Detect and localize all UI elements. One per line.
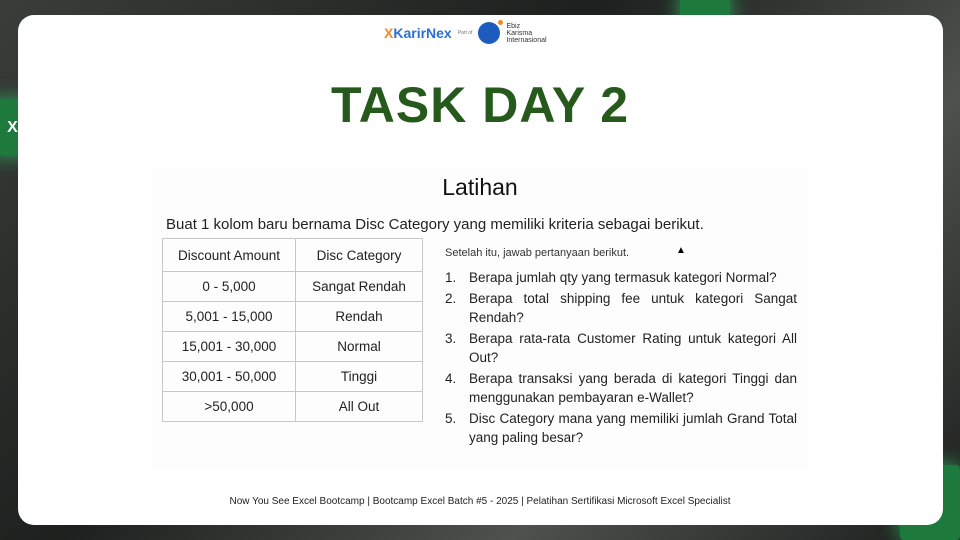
slide-heading: Latihan: [442, 174, 518, 200]
slide-intro: Buat 1 kolom baru bernama Disc Category yang memiliki kriteria sebagai berikut.: [166, 216, 704, 233]
table-header-row: [163, 239, 423, 272]
item-number: 3.: [445, 330, 457, 346]
part-of-label: Part of: [457, 30, 473, 36]
list-item: [445, 409, 797, 448]
cell: >50,000: [163, 392, 296, 422]
list-item: [445, 329, 797, 368]
criteria-table: [162, 238, 423, 422]
cell: 0 - 5,000: [163, 272, 296, 302]
mouse-cursor-icon: ▲: [676, 245, 686, 256]
karirnex-logo: XKarirNex: [384, 25, 452, 41]
item-text: Berapa rata-rata Customer Rating untuk kategori All Out?: [469, 330, 797, 365]
cell: Sangat Rendah: [296, 272, 423, 302]
cell: Tinggi: [296, 362, 423, 392]
table-row: [163, 362, 423, 392]
table-row: [163, 272, 423, 302]
list-item: [445, 268, 797, 288]
exercise-slide: [152, 168, 808, 470]
item-text: Berapa jumlah qty yang termasuk kategori Normal?: [469, 270, 777, 285]
cell: 30,001 - 50,000: [163, 362, 296, 392]
item-number: 5.: [445, 410, 457, 426]
cell: All Out: [296, 392, 423, 422]
cell: Rendah: [296, 302, 423, 332]
item-number: 2.: [445, 290, 457, 306]
item-text: Berapa total shipping fee untuk kategori Sangat Rendah?: [469, 290, 797, 325]
footer-text: Now You See Excel Bootcamp | Bootcamp Excel Batch #5 - 2025 | Pelatihan Sertifikasi Microsoft Excel Specialist: [229, 496, 731, 507]
list-item: [445, 369, 797, 408]
cell: Normal: [296, 332, 423, 362]
column-header: Discount Amount: [163, 239, 296, 272]
cell: 5,001 - 15,000: [163, 302, 296, 332]
column-header: Disc Category: [296, 239, 423, 272]
item-text: Berapa transaksi yang berada di kategori Tinggi dan menggunakan pembayaran e-Wallet?: [469, 370, 797, 405]
ebiz-logo-icon: [478, 22, 500, 44]
table-row: [163, 302, 423, 332]
list-item: [445, 289, 797, 328]
cell: 15,001 - 30,000: [163, 332, 296, 362]
item-number: 1.: [445, 270, 457, 285]
table-row: [163, 392, 423, 422]
ebiz-logo-text: Ebiz Karisma Internasional: [506, 22, 547, 44]
table-row: [163, 332, 423, 362]
questions-intro: Setelah itu, jawab pertanyaan berikut.: [445, 247, 630, 259]
page-title: TASK DAY 2: [330, 77, 630, 133]
logo-bar: [384, 22, 547, 44]
excel-icon: X: [0, 100, 35, 155]
item-number: 4.: [445, 370, 457, 386]
questions-list: [445, 268, 797, 449]
item-text: Disc Category mana yang memiliki jumlah Grand Total yang paling besar?: [469, 410, 797, 445]
